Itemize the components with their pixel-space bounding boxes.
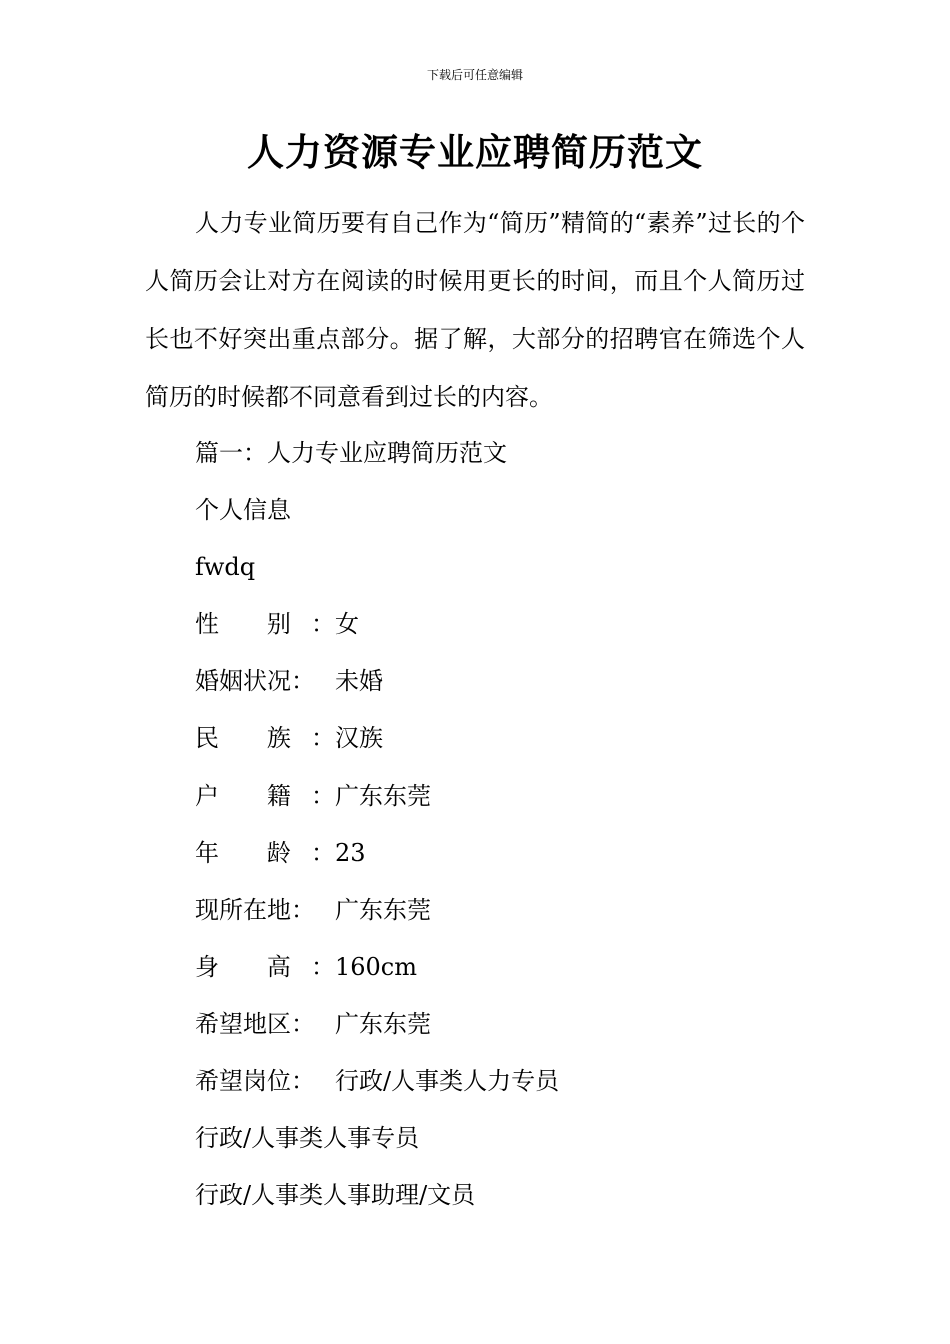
field-label: 性 别： xyxy=(195,610,335,638)
field-marital-status xyxy=(195,664,383,698)
field-desired-region xyxy=(195,1007,431,1041)
field-value: 行政/人事类人力专员 xyxy=(335,1067,560,1095)
field-household-registration xyxy=(195,779,431,813)
extra-position: 行政/人事类人事助理/文员 xyxy=(195,1181,476,1209)
field-value: 广东东莞 xyxy=(335,896,431,924)
field-label: 年 龄： xyxy=(195,839,335,867)
field-desired-position xyxy=(195,1064,559,1098)
field-label: 身 高： xyxy=(195,953,335,981)
intro-paragraph: 人力专业简历要有自己作为“简历”精简的“素养”过长的个人简历会让对方在阅读的时候用更长的时间，而且个人简历过长也不好突出重点部分。据了解，大部分的招聘官在筛选个人简历的时候都不同意看到过长的内容。 xyxy=(145,209,805,411)
document-title: 人力资源专业应聘简历范文 xyxy=(247,130,703,174)
field-label: 户 籍： xyxy=(195,782,335,810)
field-gender xyxy=(195,607,359,641)
field-age xyxy=(195,836,366,870)
field-current-location xyxy=(195,893,431,927)
field-value: 160cm xyxy=(335,953,418,981)
applicant-name: fwdq xyxy=(195,553,256,581)
section-heading: 篇一：人力专业应聘简历范文 xyxy=(195,439,507,467)
field-label: 民 族： xyxy=(195,724,335,752)
field-value: 23 xyxy=(335,839,366,867)
subsection-heading: 个人信息 xyxy=(195,496,291,524)
field-label: 希望地区： xyxy=(195,1010,315,1038)
header-note: 下载后可任意编辑 xyxy=(426,68,523,82)
field-ethnicity xyxy=(195,721,383,755)
field-label: 现所在地： xyxy=(195,896,315,924)
field-value: 汉族 xyxy=(335,724,383,752)
field-label: 婚姻状况： xyxy=(195,667,315,695)
field-value: 女 xyxy=(335,610,359,638)
field-value: 未婚 xyxy=(335,667,383,695)
extra-position: 行政/人事类人事专员 xyxy=(195,1124,420,1152)
field-value: 广东东莞 xyxy=(335,1010,431,1038)
field-label: 希望岗位： xyxy=(195,1067,315,1095)
field-value: 广东东莞 xyxy=(335,782,431,810)
field-height xyxy=(195,950,417,984)
